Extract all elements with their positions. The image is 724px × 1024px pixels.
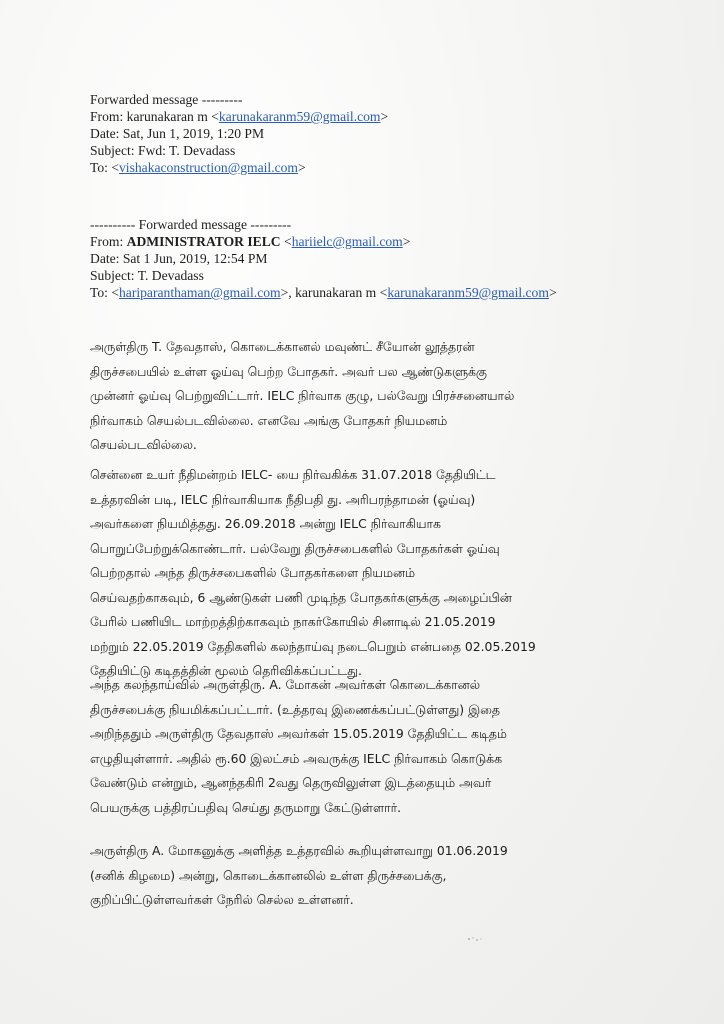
paragraph-line: எழுதியுள்ளார். அதில் ரூ.60 இலட்சம் அவருக்கு IELC நிர்வாகம் கொடுக்க bbox=[90, 750, 502, 766]
sender-email-link[interactable]: karunakaranm59@gmail.com bbox=[218, 109, 381, 124]
forward-header-1 bbox=[90, 91, 388, 176]
paragraph-line: முன்னர் ஓய்வு பெற்றுவிட்டார். IELC நிர்வாக குழு, பல்வேறு பிரச்சனையால் bbox=[90, 388, 515, 403]
forward-header-2 bbox=[90, 216, 557, 301]
paragraph-line: பொறுப்பேற்றுக்கொண்டார். பல்வேறு திருச்சபைகளில் போதகர்கள் ஓய்வு bbox=[90, 540, 500, 556]
paragraph-line: திருச்சபையில் உள்ள ஓய்வு பெற்ற போதகர். அவர் பல ஆண்டுகளுக்கு bbox=[90, 363, 487, 379]
paragraph-line: (சனிக் கிழமை) அன்று, கொடைக்கானலில் உள்ள திருச்சபைக்கு, bbox=[90, 867, 447, 883]
scan-speck bbox=[467, 936, 483, 942]
to-line: To: <hariparanthaman@gmail.com>, karunakaran m <karunakaranm59@gmail.com> bbox=[90, 285, 557, 300]
body-paragraph-2 bbox=[90, 463, 650, 684]
body-paragraph-1 bbox=[90, 335, 650, 458]
recipient-email-link[interactable]: vishakaconstruction@gmail.com bbox=[119, 160, 299, 175]
paragraph-line: வேண்டும் என்றும், ஆனந்தகிரி 2வது தெருவிலுள்ள இடத்தையும் அவர் bbox=[90, 775, 492, 790]
forwarded-marker: ---------- Forwarded message --------- bbox=[90, 217, 292, 232]
paragraph-line: உத்தரவின் படி, IELC நிர்வாகியாக நீதிபதி து. அரிபரந்தாமன் (ஓய்வு) bbox=[90, 491, 476, 507]
paragraph-line: பெயருக்கு பத்திரப்பதிவு செய்து தருமாறு கேட்டுள்ளார். bbox=[90, 799, 402, 815]
from-line: From: ADMINISTRATOR IELC <hariielc@gmail.com> bbox=[90, 234, 411, 249]
from-line: From: karunakaran m <karunakaranm59@gmail.com> bbox=[90, 109, 389, 124]
paragraph-line: தேதியிட்டு கடிதத்தின் மூலம் தெரிவிக்கப்பட்டது. bbox=[90, 663, 362, 678]
recipient-email-link[interactable]: karunakaranm59@gmail.com bbox=[387, 285, 549, 300]
paragraph-line: செய்வதற்காகவும், 6 ஆண்டுகள் பணி முடிந்த போதகர்களுக்கு அழைப்பின் bbox=[90, 589, 512, 605]
paragraph-line: பேரில் பணியிட மாற்றத்திற்காகவும் நாகர்கோயில் சினாடில் 21.05.2019 bbox=[90, 614, 496, 629]
recipient-email-link[interactable]: hariparanthaman@gmail.com bbox=[119, 285, 281, 300]
paragraph-line: மற்றும் 22.05.2019 தேதிகளில் கலந்தாய்வு நடைபெறும் என்பதை 02.05.2019 bbox=[90, 638, 536, 654]
paragraph-line: பெற்றதால் அந்த திருச்சபைகளில் போதகர்களை நியமனம் bbox=[90, 565, 415, 580]
paragraph-line: செயல்படவில்லை. bbox=[90, 437, 197, 452]
paragraph-line: திருச்சபைக்கு நியமிக்கப்பட்டார். (உத்தரவு இணைக்கப்பட்டுள்ளது) இதை bbox=[90, 701, 500, 717]
sender-name: karunakaran m < bbox=[126, 109, 219, 124]
paragraph-line: அவர்களை நியமித்தது. 26.09.2018 அன்று IELC நிர்வாகியாக bbox=[90, 516, 441, 531]
forwarded-marker: Forwarded message --------- bbox=[90, 92, 243, 107]
paragraph-line: குறிப்பிட்டுள்ளவர்கள் நேரில் செல்ல உள்ளனர். bbox=[90, 892, 354, 907]
sender-name: ADMINISTRATOR IELC bbox=[126, 234, 281, 249]
body-paragraph-3 bbox=[90, 673, 650, 820]
body-paragraph-4 bbox=[90, 839, 650, 913]
date-line: Date: Sat 1 Jun, 2019, 12:54 PM bbox=[90, 251, 268, 266]
paragraph-line: சென்னை உயர் நீதிமன்றம் IELC- யை நிர்வகிக்க 31.07.2018 தேதியிட்ட bbox=[90, 467, 496, 482]
paragraph-line: நிர்வாகம் செயல்படவில்லை. எனவே அங்கு போதகர் நியமனம் bbox=[90, 412, 448, 428]
subject-line: Subject: Fwd: T. Devadass bbox=[90, 143, 236, 158]
paragraph-line: அந்த கலந்தாய்வில் அருள்திரு. A. மோகன் அவர்கள் கொடைக்கானல் bbox=[90, 677, 480, 692]
paragraph-line: அறிந்ததும் அருள்திரு தேவதாஸ் அவர்கள் 15.05.2019 தேதியிட்ட கடிதம் bbox=[90, 726, 507, 741]
paragraph-line: அருள்திரு A. மோகனுக்கு அளித்த உத்தரவில் கூறியுள்ளவாறு 01.06.2019 bbox=[90, 843, 508, 858]
paragraph-line: அருள்திரு T. தேவதாஸ், கொடைக்கானல் மவுண்ட் சீயோன் லூத்தரன் bbox=[90, 339, 475, 354]
sender-email-link[interactable]: hariielc@gmail.com bbox=[291, 234, 403, 249]
date-line: Date: Sat, Jun 1, 2019, 1:20 PM bbox=[90, 126, 265, 141]
subject-line: Subject: T. Devadass bbox=[90, 268, 204, 283]
to-line: To: <vishakaconstruction@gmail.com> bbox=[90, 160, 306, 175]
